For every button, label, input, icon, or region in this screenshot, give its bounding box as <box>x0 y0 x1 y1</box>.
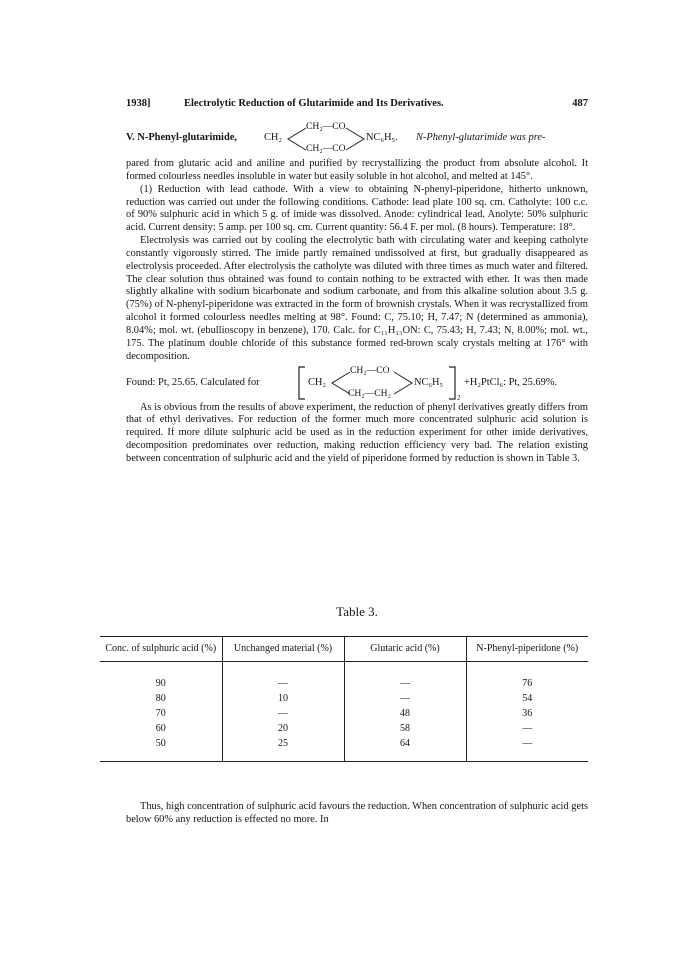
found-lead: Found: Pt, 25.65. Calculated for <box>126 376 260 388</box>
closing-text <box>126 800 588 826</box>
formula-right: NC₆H₅. <box>366 132 398 143</box>
main-text <box>126 120 588 466</box>
pt-formula-right: NC₆H₅ <box>414 376 444 388</box>
table-row <box>100 736 588 762</box>
table-cell: 36 <box>522 708 533 719</box>
formula-bottom: CH₂—CO <box>306 143 346 154</box>
pt-formula-left: CH₂ <box>308 376 327 388</box>
table-cell: 58 <box>344 721 466 736</box>
table-cell: 20 <box>222 721 344 736</box>
platinum-formula-line <box>126 365 588 401</box>
table-cell: 50 <box>100 736 222 762</box>
ring-bracket-right-icon <box>344 124 366 154</box>
section-v-lead: V. N-Phenyl-glutarimide, <box>126 132 237 143</box>
table-header-row <box>100 637 588 662</box>
pt-formula-tail: +H₂PtCl₆: Pt, 25.69%. <box>464 376 558 388</box>
table-3 <box>100 636 588 762</box>
table-cell: — <box>222 706 344 721</box>
table-cell: 70 <box>100 706 222 721</box>
svg-text:2: 2 <box>457 393 461 402</box>
paragraph-discussion: As is obvious from the results of above experiment, the reduction of phenyl derivatives greatly differs from that of ethyl derivatives. For reduction of the former much more concentrated sulphuric acid solution is required. If more dilute sulphuric acid be used as in the reduction experiment for other imide derivatives, decomposition predominates over reduction, making reduction efficiency very bad. The relation existing between concentration of sulphuric acid and the yield of piperidone formed by reduction is shown in Table 3. <box>126 401 588 464</box>
header-running-title: Electrolytic Reduction of Glutarimide and Its Derivatives. <box>184 98 444 109</box>
table-cell: — <box>344 691 466 706</box>
table-cell: 60 <box>100 721 222 736</box>
table-cell: 25 <box>222 736 344 762</box>
pt-formula-top: CH₂—CO <box>350 364 390 376</box>
right-square-bracket-icon <box>448 366 462 402</box>
table-cell: 80 <box>100 691 222 706</box>
table-row <box>100 721 588 736</box>
table-cell: 76 <box>522 678 533 689</box>
header-page-number: 487 <box>572 98 588 109</box>
table-cell: 64 <box>344 736 466 762</box>
paragraph-preparation: pared from glutaric acid and aniline and purified by recrystallizing the product from absolute alcohol. It formed colourless needles insoluble in water but easily soluble in hot alcohol, and melted at 145°. <box>126 158 588 182</box>
paragraph-conclusion: Thus, high concentration of sulphuric acid favours the reduction. When concentration of sulphuric acid gets below 60% any reduction is effected no more. In <box>126 801 588 825</box>
table-cell: — <box>522 723 533 734</box>
col-header-glutaric: Glutaric acid (%) <box>344 637 466 662</box>
ring-bracket-icon <box>286 124 308 154</box>
pt-ring-bracket-right-icon <box>392 368 414 398</box>
section-v-heading <box>126 121 588 157</box>
col-header-conc: Conc. of sulphuric acid (%) <box>100 637 222 662</box>
formula-left: CH₂ <box>264 132 283 143</box>
pt-formula-bottom: CH₂—CH₂ <box>348 387 391 399</box>
table-cell: 54 <box>522 693 533 704</box>
col-header-unchanged: Unchanged material (%) <box>222 637 344 662</box>
table-cell: — <box>344 662 466 692</box>
col-header-piperidone: N-Phenyl-piperidone (%) <box>466 637 588 662</box>
table-cell: 48 <box>344 706 466 721</box>
running-header <box>126 98 588 114</box>
paragraph-electrolysis: Electrolysis was carried out by cooling the electrolytic bath with circulating water and keeping catholyte constantly vigorously stirred. The imide partly remained undissolved at first, but gradually disappeared as electrolysis proceeded. After electrolysis the catholyte was diluted with three times as much water and filtered. The clear solution thus obtained was found to contain nothing to be extracted with ether. It was then made slightly alkaline with sodium bicarbonate and sodium carbonate, and from this alkaline solution about 3.5 g. (75%) of N-phenyl-piperidone was extracted in the form of brownish crystals. When it was recrystallized from alcohol it formed colourless needles melting at 98°. Found: C, 75.10; H, 7.47; N (determined as ammonia), 8.04%; mol. wt. (ebullioscopy in benzene), 170. Calc. for C₁₁H₁₃ON: C, 75.43; H, 7.43; N, 8.00%; mol. wt., 175. The platinum double chloride of this substance formed red-brown scaly crystals melting at 176° with decomposition. <box>126 235 588 362</box>
formula-top: CH₂—CO <box>306 121 346 132</box>
left-square-bracket-icon <box>298 366 306 400</box>
paragraph-reduction-conditions: (1) Reduction with lead cathode. With a view to obtaining N-phenyl-piperidone, hitherto unknown, reduction was carried out under the following conditions. Cathode: lead plate 100 sq. cm. Catholyte: 100 c.c. of 90% sulphuric acid in which 5 g. of imide was dissolved. Anode: cylindrical lead. Anolyte: 50% sulphuric acid. Current density: 5 amp. per 100 sq. cm. Current quantity: 56.4 F. per mol. (8 hours). Temperature: 18°. <box>126 183 588 234</box>
table-cell: — <box>222 662 344 692</box>
table-cell: 10 <box>222 691 344 706</box>
table-row <box>100 706 588 721</box>
table-row <box>100 662 588 692</box>
table-cell: 90 <box>100 662 222 692</box>
table-title: Table 3. <box>336 604 378 619</box>
header-year: 1938] <box>126 98 151 109</box>
section-v-tail: N-Phenyl-glutarimide was pre- <box>416 132 546 143</box>
table-row <box>100 691 588 706</box>
table-cell: — <box>466 736 588 762</box>
